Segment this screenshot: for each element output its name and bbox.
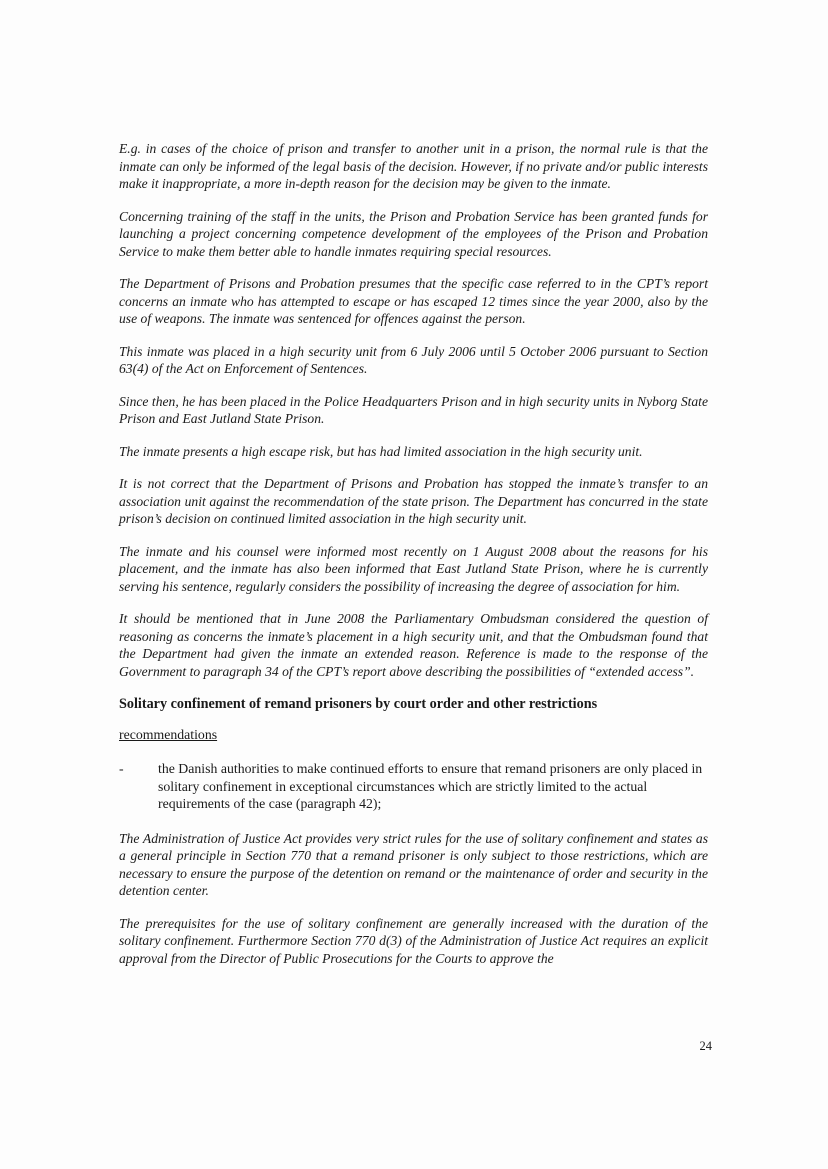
recommendation-item xyxy=(119,760,708,813)
page-content xyxy=(119,140,708,982)
paragraph: The prerequisites for the use of solitary confinement are generally increased with the duration of the solitary confinement. Furthermore Section 770 d(3) of the Administration of Justice Act requires an explicit approval from the Director of Public Prosecutions for the Courts to approve the xyxy=(119,915,708,966)
paragraph: The Administration of Justice Act provides very strict rules for the use of solitary confinement and states as a general principle in Section 770 that a remand prisoner is only subject to those restrictions, which are necessary to ensure the purpose of the detention on remand or the maintenance of order and security in the detention center. xyxy=(119,830,708,898)
section-heading: Solitary confinement of remand prisoners by court order and other restrictions xyxy=(119,696,598,712)
paragraph: It should be mentioned that in June 2008 the Parliamentary Ombudsman considered the question of reasoning as concerns the inmate’s placement in a high security unit, and that the Ombudsman found that the Department had given the inmate an extended reason. Reference is made to the response of the Government to paragraph 34 of the CPT’s report above describing the possibilities of “extended access”. xyxy=(119,611,708,679)
paragraph: The Department of Prisons and Probation presumes that the specific case referred to in the CPT’s report concerns an inmate who has attempted to escape or has escaped 12 times since the year 2000, also by the use of weapons. The inmate was sentenced for offences against the person. xyxy=(119,276,708,326)
paragraph: E.g. in cases of the choice of prison and transfer to another unit in a prison, the normal rule is that the inmate can only be informed of the legal basis of the decision. However, if no private and/or public interests make it inappropriate, a more in-depth reason for the decision may be given to the inmate. xyxy=(119,141,708,191)
page-number: 24 xyxy=(699,1039,712,1053)
bullet-dash: - xyxy=(119,761,124,776)
recommendation-text: the Danish authorities to make continued efforts to ensure that remand prisoners are only placed in solitary confinement in exceptional circumstances which are strictly limited to the actual requirements of the case (paragraph 42); xyxy=(158,761,703,811)
paragraph: Concerning training of the staff in the units, the Prison and Probation Service has been granted funds for launching a project concerning competence development of the employees of the Prison and Probation Service to make them better able to handle inmates requiring special resources. xyxy=(119,208,708,259)
paragraph: Since then, he has been placed in the Police Headquarters Prison and in high security units in Nyborg State Prison and East Jutland State Prison. xyxy=(119,393,708,426)
paragraph: This inmate was placed in a high security unit from 6 July 2006 until 5 October 2006 pursuant to Section 63(4) of the Act on Enforcement of Sentences. xyxy=(119,343,708,376)
paragraph: The inmate and his counsel were informed most recently on 1 August 2008 about the reasons for his placement, and the inmate has also been informed that East Jutland State Prison, where he is currently serving his sentence, regularly considers the possibility of increasing the degree of association for him. xyxy=(119,543,708,594)
paragraph: It is not correct that the Department of Prisons and Probation has stopped the inmate’s transfer to an association unit against the recommendation of the state prison. The Department has concurred in the state prison’s decision on continued limited association in the high security unit. xyxy=(119,476,708,526)
recommendations-subheading: recommendations xyxy=(119,727,218,742)
paragraph: The inmate presents a high escape risk, but has had limited association in the high security unit. xyxy=(119,443,643,459)
